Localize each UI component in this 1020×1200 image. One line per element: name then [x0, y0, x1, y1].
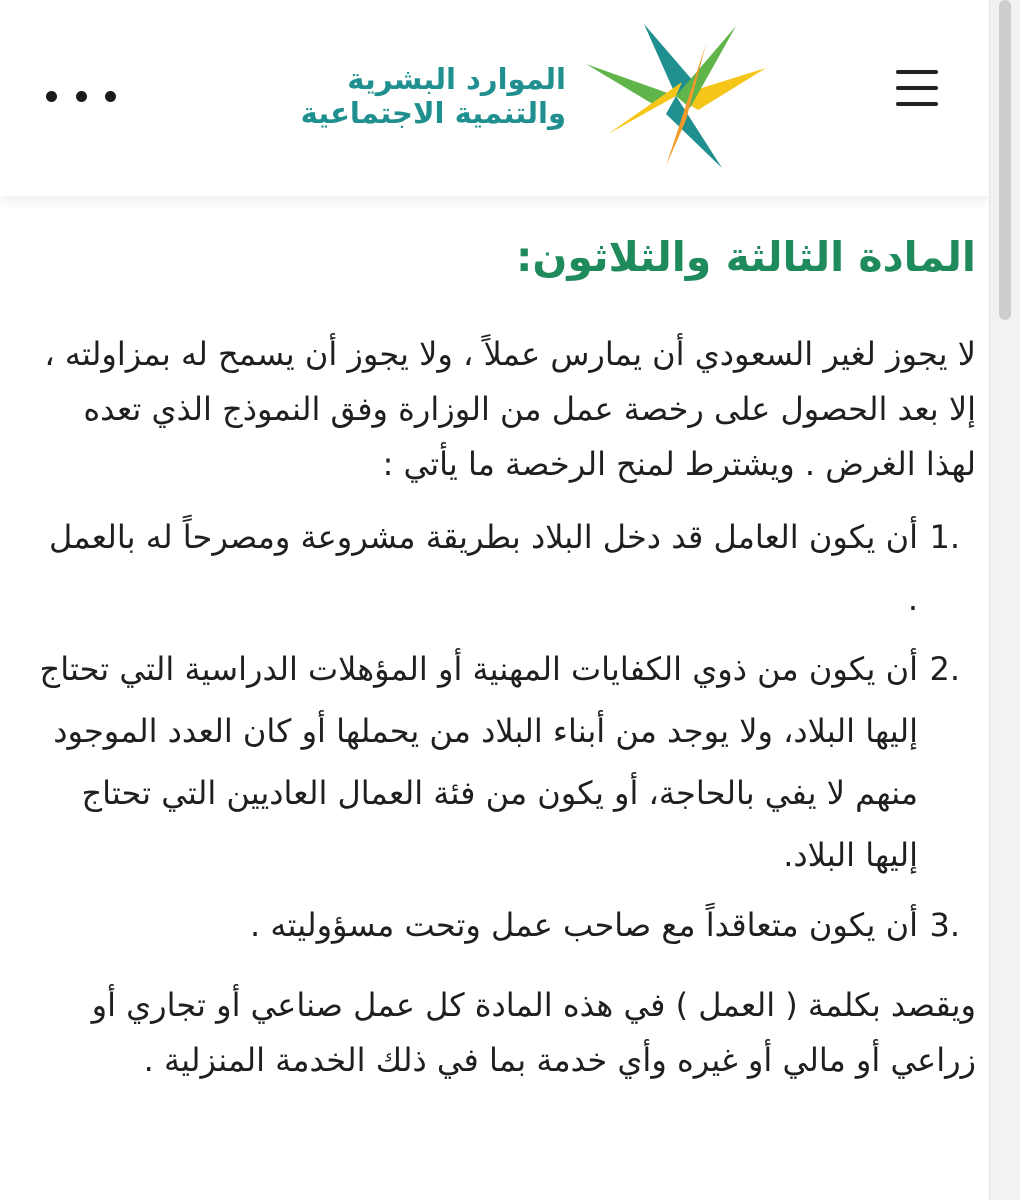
scrollbar-thumb[interactable] — [999, 0, 1011, 320]
ministry-logo-text[interactable] — [296, 62, 566, 130]
condition-item — [30, 506, 976, 630]
more-dot-icon — [105, 91, 116, 102]
condition-text: أن يكون متعاقداً مع صاحب عمل وتحت مسؤوليته . — [250, 906, 918, 944]
logo-line-2: والتنمية الاجتماعية — [300, 96, 566, 130]
article-intro: لا يجوز لغير السعودي أن يمارس عملاً ، ولا يجوز أن يسمح له بمزاولته ، إلا بعد الحصول على رخصة عمل من الوزارة وفق النموذج الذي تعده لهذا الغرض . ويشترط لمنح الرخصة ما يأتي : — [44, 335, 976, 483]
menu-bar-icon — [896, 70, 938, 74]
article-content — [30, 215, 976, 1088]
condition-text: أن يكون العامل قد دخل البلاد بطريقة مشروعة ومصرحاً له بالعمل . — [48, 518, 918, 618]
condition-item — [30, 894, 976, 956]
ministry-star-logo-icon[interactable] — [586, 24, 766, 168]
more-dot-icon — [76, 91, 87, 102]
condition-item — [30, 638, 976, 886]
article-title: المادة الثالثة والثلاثون: — [516, 233, 976, 281]
condition-number: 3. — [929, 906, 960, 944]
page-scrollbar[interactable] — [989, 0, 1020, 1200]
more-dot-icon — [46, 91, 57, 102]
menu-bar-icon — [896, 102, 938, 106]
condition-number: 1. — [929, 518, 960, 556]
hamburger-menu-button[interactable] — [892, 66, 942, 110]
condition-text: أن يكون من ذوي الكفايات المهنية أو المؤهلات الدراسية التي تحتاج إليها البلاد، ولا يوجد من أبناء البلاد من يحملها أو كان العدد الموجود منهم لا يفي بالحاجة، أو يكون من فئة العمال العاديين التي تحتاج إليها البلاد. — [39, 650, 918, 874]
menu-bar-icon — [896, 86, 938, 90]
article-closing: ويقصد بكلمة ( العمل ) في هذه المادة كل عمل صناعي أو تجاري أو زراعي أو مالي أو غيره وأي خدمة بما في ذلك الخدمة المنزلية . — [91, 986, 976, 1079]
top-header — [0, 0, 990, 196]
logo-line-1: الموارد البشرية — [347, 62, 566, 96]
condition-number: 2. — [929, 650, 960, 688]
more-options-button[interactable] — [46, 78, 116, 114]
conditions-list — [30, 506, 976, 956]
